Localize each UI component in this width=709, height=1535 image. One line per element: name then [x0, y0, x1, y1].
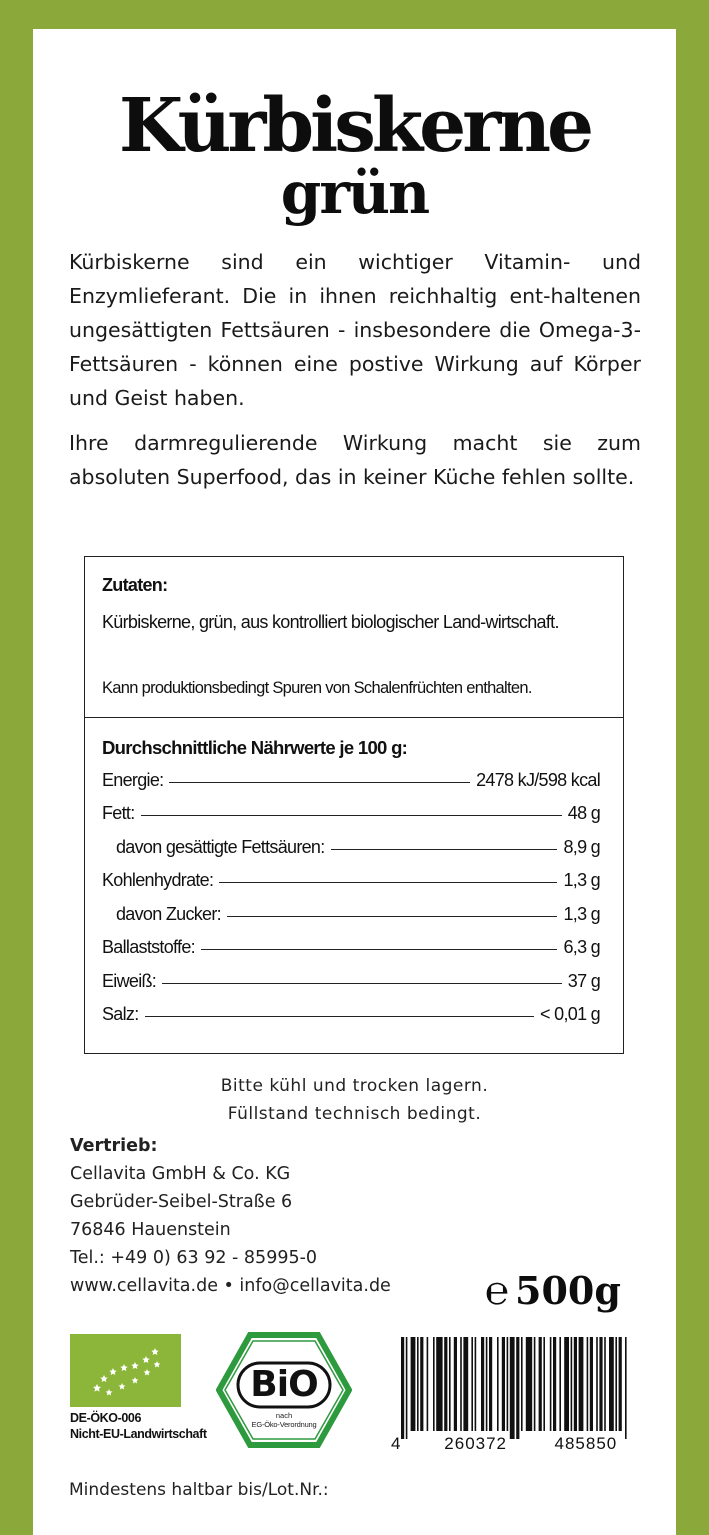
nutrition-name: Ballaststoffe:: [102, 937, 195, 957]
fill-level-line: Füllstand technisch bedingt.: [227, 1104, 482, 1124]
product-title: Kürbiskerne: [118, 83, 591, 169]
nutrition-row-carbs: [102, 870, 600, 896]
storage-line: Bitte kühl und trocken lagern.: [220, 1076, 489, 1096]
nutrition-value: 2478 kJ/598 kcal: [476, 770, 600, 790]
barcode-first-digit: 4: [391, 1434, 401, 1453]
distributor-street: Gebrüder-Seibel-Straße 6: [70, 1192, 293, 1212]
nutrition-name: Eiweiß:: [102, 971, 157, 991]
nutrition-value: 1,3 g: [563, 870, 600, 890]
nutrition-row-sugar: [102, 904, 600, 930]
nutrition-name: Salz:: [102, 1004, 139, 1024]
ingredients-title: Zutaten:: [102, 575, 168, 595]
barcode-icon: [393, 1337, 633, 1439]
net-weight: [485, 1267, 621, 1314]
nutrition-name: davon gesättigte Fettsäuren:: [116, 837, 325, 857]
ingredients-nutrition-box: [84, 556, 624, 1054]
nutrition-leader-line: [145, 1016, 535, 1017]
product-label: [33, 29, 676, 1535]
bio-seal-regulation: EG-Öko-Verordnung: [251, 1420, 317, 1429]
bio-seal: [216, 1331, 352, 1449]
estimated-sign-icon: ℮: [485, 1268, 510, 1314]
best-before-label: Mindestens haltbar bis/Lot.Nr.:: [69, 1480, 329, 1500]
nutrition-row-protein: [102, 971, 600, 997]
allergen-note: Kann produktionsbedingt Spuren von Schalenfrüchten enthalten.: [102, 679, 532, 697]
distributor-city: 76846 Hauenstein: [70, 1220, 231, 1240]
nutrition-leader-line: [331, 849, 558, 850]
nutrition-name: Energie:: [102, 770, 164, 790]
description-paragraph-1: Kürbiskerne sind ein wichtiger Vitamin- und Enzymlieferant. Die in ihnen reichhaltig ent-haltenen ungesättigten Fettsäuren - insbesondere die Omega-3-Fettsäuren - können eine postive Wirkung auf Körper und Geist haben.: [69, 250, 641, 410]
product-subtitle: grün: [280, 159, 429, 227]
bio-seal-nach: nach: [275, 1411, 293, 1420]
net-weight-value: 500g: [515, 1268, 621, 1313]
eco-control-code: DE-ÖKO-006: [70, 1411, 142, 1425]
ingredients-text: Kürbiskerne, grün, aus kontrolliert biologischer Land-wirtschaft.: [102, 612, 559, 632]
barcode-number: [391, 1434, 641, 1454]
storage-instructions: [33, 1072, 676, 1128]
nutrition-value: 6,3 g: [563, 937, 600, 957]
nutrition-leader-line: [169, 782, 470, 783]
nutrition-title: Durchschnittliche Nährwerte je 100 g:: [102, 737, 408, 758]
distributor-block: [70, 1132, 391, 1300]
agriculture-origin: Nicht-EU-Landwirtschaft: [70, 1427, 207, 1441]
nutrition-leader-line: [219, 882, 557, 883]
nutrition-value: 8,9 g: [563, 837, 600, 857]
nutrition-name: davon Zucker:: [116, 904, 221, 924]
nutrition-leader-line: [141, 815, 562, 816]
nutrition-leader-line: [227, 916, 557, 917]
nutrition-row-saturated-fat: [102, 837, 600, 863]
eu-organic-leaf-icon: [70, 1334, 181, 1407]
box-divider: [85, 717, 623, 718]
distributor-company: Cellavita GmbH & Co. KG: [70, 1164, 291, 1184]
nutrition-row-salt: [102, 1004, 600, 1030]
barcode-group-2: 485850: [554, 1434, 618, 1453]
barcode-group-1: 260372: [444, 1434, 508, 1453]
nutrition-leader-line: [201, 949, 558, 950]
distributor-web: www.cellavita.de • info@cellavita.de: [70, 1276, 391, 1296]
nutrition-leader-line: [162, 983, 562, 984]
bio-seal-text: BiO: [250, 1364, 318, 1405]
nutrition-name: Fett:: [102, 803, 135, 823]
nutrition-value: < 0,01 g: [540, 1004, 600, 1024]
nutrition-row-energy: [102, 770, 600, 796]
distributor-phone: Tel.: +49 0) 63 92 - 85995-0: [70, 1248, 318, 1268]
nutrition-row-fiber: [102, 937, 600, 963]
nutrition-row-fat: [102, 803, 600, 829]
nutrition-value: 1,3 g: [563, 904, 600, 924]
nutrition-value: 37 g: [567, 971, 600, 991]
ean13-barcode-icon: [393, 1337, 633, 1439]
nutrition-value: 48 g: [567, 803, 600, 823]
distributor-heading: Vertrieb:: [70, 1136, 158, 1156]
nutrition-name: Kohlenhydrate:: [102, 870, 214, 890]
description-paragraph-2: Ihre darmregulierende Wirkung macht sie zum absoluten Superfood, das in keiner Küche fehlen sollte.: [69, 431, 641, 489]
